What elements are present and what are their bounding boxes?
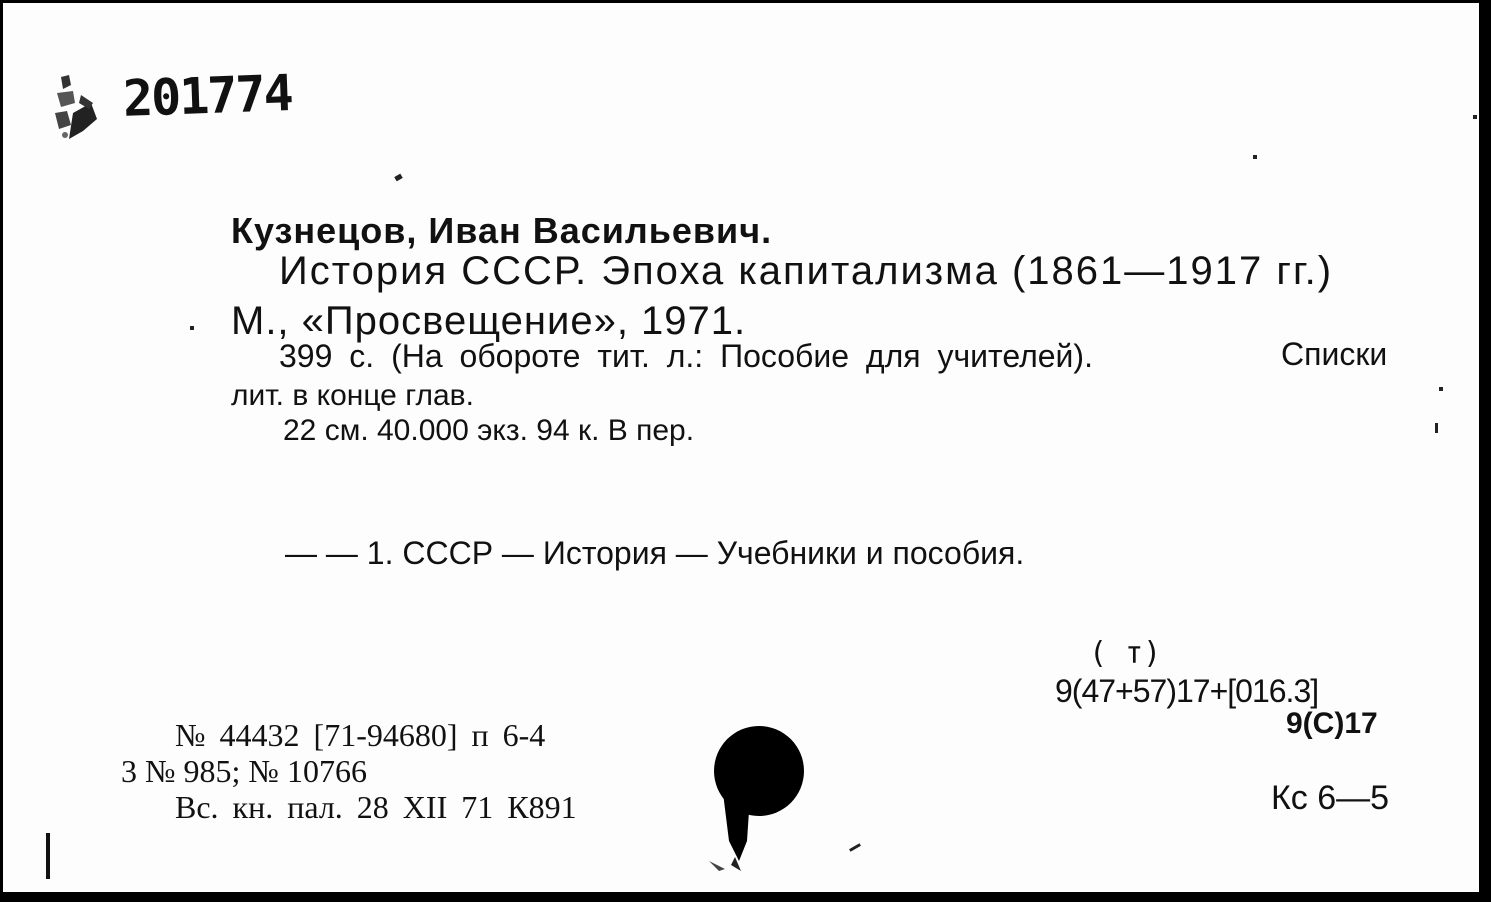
ink-speck xyxy=(849,843,861,852)
classification-number-short: 9(С)17 xyxy=(1286,707,1378,740)
publication-record: № 44432 [71-94680] п 6-4 xyxy=(175,717,546,753)
collation-line-right: Списки xyxy=(1281,336,1388,372)
ink-speck xyxy=(1435,423,1438,433)
margin-mark xyxy=(46,833,50,879)
collation-line-2: лит. в конце глав. xyxy=(231,379,474,412)
author-heading: Кузнецов, Иван Васильевич. xyxy=(231,210,773,251)
ink-speck xyxy=(394,174,403,182)
cutter-number: Кс 6—5 xyxy=(1271,779,1390,817)
ink-speck xyxy=(1253,155,1257,159)
inventory-number: 201774 xyxy=(122,64,293,128)
physical-description: 22 см. 40.000 экз. 94 к. В пер. xyxy=(283,414,695,447)
ink-stamp-mark xyxy=(53,73,113,149)
collation-line: 399 с. (На обороте тит. л.: Пособие для учителей). xyxy=(279,338,1093,374)
ink-speck xyxy=(190,326,194,330)
title-line: История СССР. Эпоха капитализма (1861—1917 гг.) xyxy=(279,249,1334,293)
handwritten-note: ( т) xyxy=(1089,636,1162,671)
punch-hole xyxy=(709,721,809,881)
imprint-line: М., «Просвещение», 1971. xyxy=(231,299,747,343)
classification-number: 9(47+57)17+[016.3] xyxy=(1055,673,1319,709)
publication-record-2: 3 № 985; № 10766 xyxy=(121,753,367,789)
catalog-card xyxy=(3,3,1483,896)
ink-speck xyxy=(1473,115,1477,119)
ink-speck xyxy=(1439,387,1443,391)
publication-record-3: Вс. кн. пал. 28 XII 71 К891 xyxy=(175,789,577,825)
subject-tracing: — — 1. СССР — История — Учебники и пособия. xyxy=(285,535,1025,571)
